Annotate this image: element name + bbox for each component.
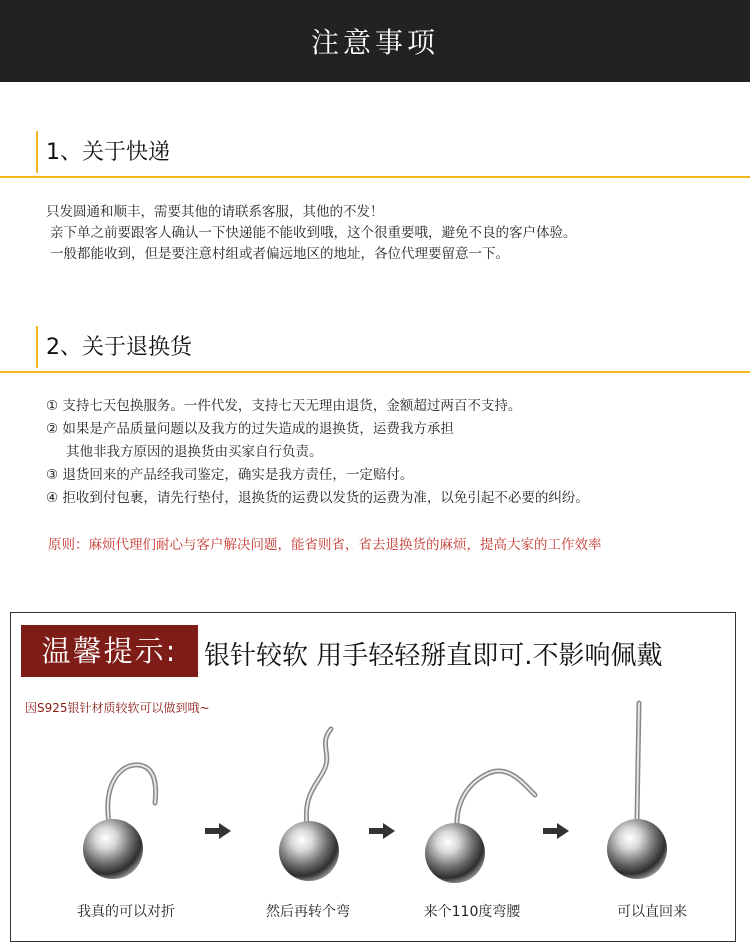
text-line: ③ 退货回来的产品经我司鉴定，确实是我方责任，一定赔付。 xyxy=(46,467,414,483)
earring-folded-image xyxy=(51,743,201,893)
heading-accent-bar xyxy=(36,326,38,368)
section-title: 1、关于快递 xyxy=(46,140,170,165)
earring-turned-image xyxy=(233,713,383,893)
heading-underline xyxy=(0,371,750,373)
header-bar xyxy=(0,0,750,82)
warm-tip-box xyxy=(10,612,736,942)
section-title: 2、关于退换货 xyxy=(46,335,192,360)
heading-underline xyxy=(0,176,750,178)
earring-bent-image xyxy=(397,743,557,893)
page-title: 注意事项 xyxy=(310,26,439,59)
step-caption: 我真的可以对折 xyxy=(77,904,175,920)
step-turn xyxy=(233,613,383,933)
heading-accent-bar xyxy=(36,131,38,173)
warm-tip-subtext: 因S925银针材质较软可以做到哦~ xyxy=(25,701,210,715)
text-line: ④ 拒收到付包裹，请先行垫付，退换货的运费以发货的运费为准，以免引起不必要的纠纷。 xyxy=(46,490,589,506)
text-line: 亲下单之前要跟客人确认一下快递能不能收到哦，这个很重要哦，避免不良的客户体验。 xyxy=(50,225,577,241)
earring-straight-image xyxy=(577,699,727,899)
principle-note: 原则：麻烦代理们耐心与客户解决问题，能省则省，省去退换货的麻烦，提高大家的工作效率 xyxy=(48,537,602,553)
step-caption: 来个110度弯腰 xyxy=(423,904,521,920)
returns-text xyxy=(46,395,589,510)
step-caption: 然后再转个弯 xyxy=(266,904,350,920)
step-fold xyxy=(51,613,201,933)
arrow-right-icon xyxy=(369,823,395,839)
text-line: 只发圆通和顺丰，需要其他的请联系客服，其他的不发！ xyxy=(46,204,384,220)
step-straight xyxy=(577,613,727,933)
warm-tip-text: 银针较软 用手轻轻掰直即可.不影响佩戴 xyxy=(204,641,663,671)
step-caption: 可以直回来 xyxy=(617,904,687,920)
arrow-right-icon xyxy=(205,823,231,839)
text-line: 一般都能收到，但是要注意村组或者偏远地区的地址，各位代理要留意一下。 xyxy=(50,246,509,262)
text-line: 其他非我方原因的退换货由买家自行负责。 xyxy=(66,444,323,460)
text-line: ① 支持七天包换服务。一件代发，支持七天无理由退货，金额超过两百不支持。 xyxy=(46,398,522,414)
arrow-right-icon xyxy=(543,823,569,839)
warm-tip-label: 温馨提示: xyxy=(21,625,198,677)
shipping-text xyxy=(46,202,577,265)
step-bend xyxy=(397,613,547,933)
text-line: ② 如果是产品质量问题以及我方的过失造成的退换货，运费我方承担 xyxy=(46,421,454,437)
